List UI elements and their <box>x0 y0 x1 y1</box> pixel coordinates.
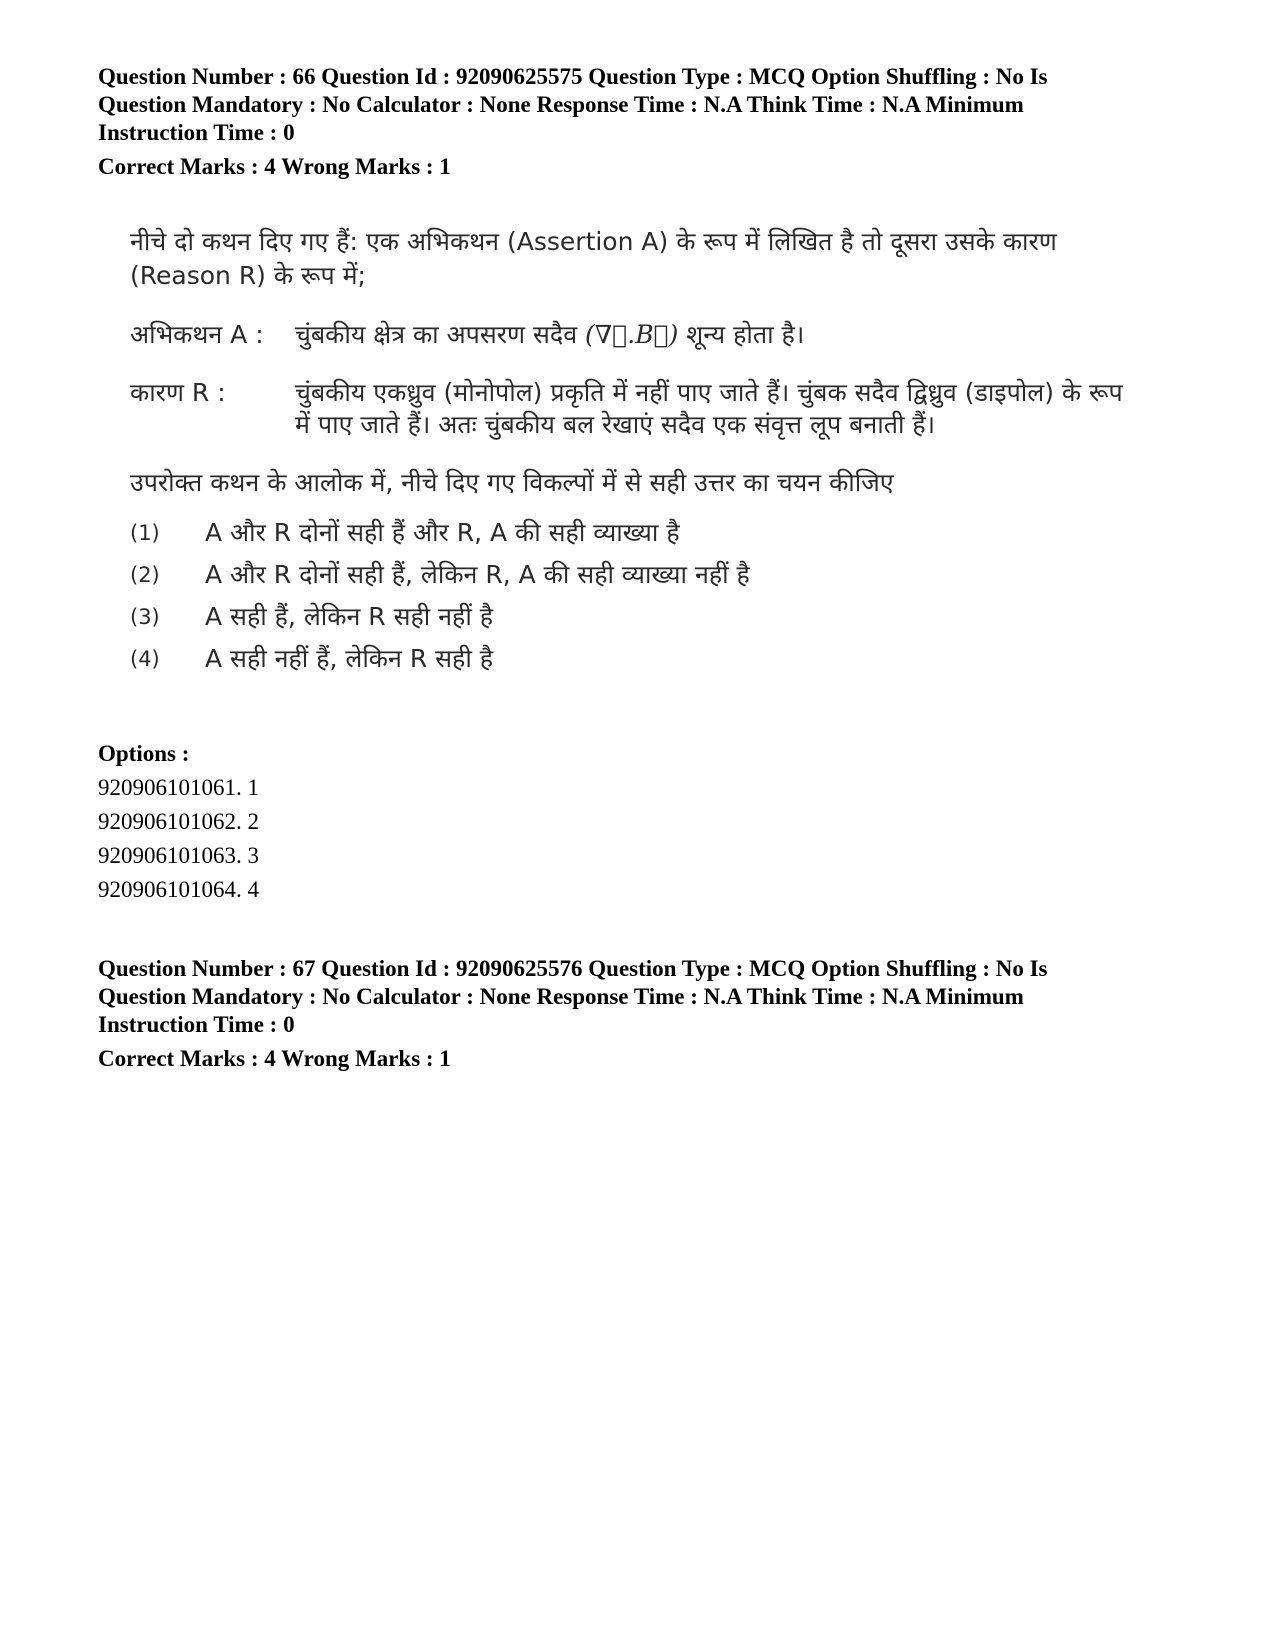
reason-text: चुंबकीय एकध्रुव (मोनोपोल) प्रकृति में नहीं पाए जाते हैं। चुंबक सदैव द्विध्रुव (डाइपोल) के रूप में पाए जाते हैं। अतः चुंबकीय बल रेखाएं सदैव एक संवृत्त लूप बनाती हैं। <box>295 378 1123 439</box>
assertion-text-before: चुंबकीय क्षेत्र का अपसरण सदैव <box>295 320 578 349</box>
meta-line: Instruction Time : 0 <box>98 1012 295 1037</box>
question-instruction: उपरोक्त कथन के आलोक में, नीचे दिए गए विकल्पों में से सही उत्तर का चयन कीजिए <box>130 468 894 497</box>
question-67-header <box>98 955 1188 1073</box>
meta-line: Instruction Time : 0 <box>98 120 295 145</box>
reason-label: कारण R : <box>130 378 226 407</box>
option-item: 920906101063. 3 <box>98 843 259 868</box>
question-66-header <box>98 63 1188 181</box>
choice-item <box>130 559 1130 591</box>
meta-line: Question Number : 67 Question Id : 92090625576 Question Type : MCQ Option Shuffling : No Is <box>98 956 1048 981</box>
choice-number: (1) <box>130 521 160 545</box>
question-67-meta <box>98 955 1188 1039</box>
option-item: 920906101061. 1 <box>98 775 259 800</box>
choice-item <box>130 643 1130 675</box>
option-item: 920906101064. 4 <box>98 877 259 902</box>
meta-line: Question Mandatory : No Calculator : None Response Time : N.A Think Time : N.A Minimum <box>98 984 1024 1009</box>
divergence-math: (∇⃗.B⃗) <box>585 320 679 349</box>
assertion-row <box>130 319 1130 351</box>
options-heading: Options : <box>98 741 190 766</box>
question-66-meta <box>98 63 1188 147</box>
choice-text: A और R दोनों सही हैं, लेकिन R, A की सही व्याख्या नहीं है <box>205 560 750 589</box>
assertion-text-after: शून्य होता है। <box>686 320 805 349</box>
assertion-text <box>295 319 1130 351</box>
choice-number: (4) <box>130 647 160 671</box>
assertion-label: अभिकथन A : <box>130 320 264 349</box>
meta-line: Question Number : 66 Question Id : 92090625575 Question Type : MCQ Option Shuffling : No Is <box>98 64 1048 89</box>
question-66-options <box>98 740 1188 904</box>
choice-number: (2) <box>130 563 160 587</box>
choice-item <box>130 517 1130 549</box>
choice-item <box>130 601 1130 633</box>
meta-line: Question Mandatory : No Calculator : None Response Time : N.A Think Time : N.A Minimum <box>98 92 1024 117</box>
question-66-marks: Correct Marks : 4 Wrong Marks : 1 <box>98 154 451 179</box>
choice-text: A और R दोनों सही हैं और R, A की सही व्याख्या है <box>205 518 680 547</box>
choice-number: (3) <box>130 605 160 629</box>
question-intro: नीचे दो कथन दिए गए हैं: एक अभिकथन (Assertion A) के रूप में लिखित है तो दूसरा उसके कारण (Reason R) के रूप में; <box>130 227 1057 290</box>
option-item: 920906101062. 2 <box>98 809 259 834</box>
reason-row <box>130 377 1130 441</box>
question-66-image <box>130 225 1130 675</box>
choice-text: A सही नहीं हैं, लेकिन R सही है <box>205 644 494 673</box>
choice-text: A सही हैं, लेकिन R सही नहीं है <box>205 602 494 631</box>
question-67-marks: Correct Marks : 4 Wrong Marks : 1 <box>98 1046 451 1071</box>
